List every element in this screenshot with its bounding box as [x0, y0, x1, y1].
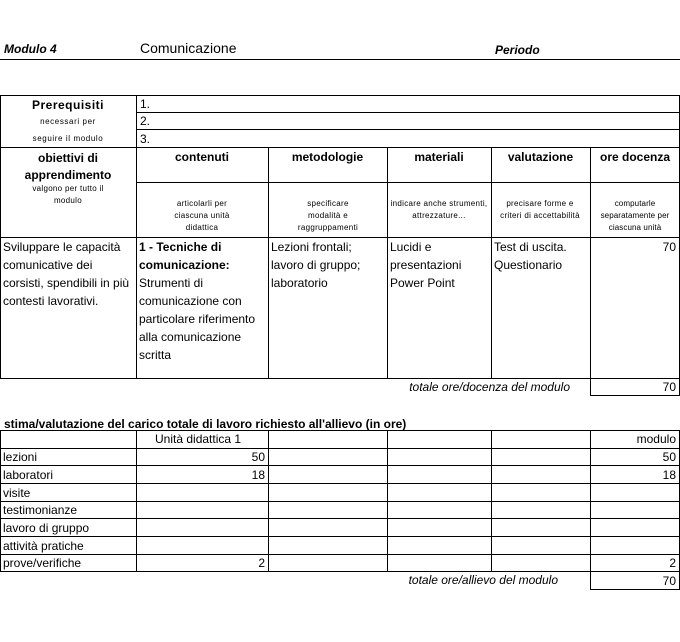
- stima-row-module: 2: [669, 556, 676, 570]
- row-valutazione: Test di uscita. Questionario: [494, 240, 567, 272]
- hint-valutazione: precisare forme e criteri di accettabilità: [500, 199, 580, 220]
- total-docenza-value: 70: [662, 380, 676, 394]
- stima-row-label: attività pratiche: [3, 539, 84, 553]
- stima-row-label: prove/verifiche: [3, 556, 82, 570]
- stima-title: stima/valutazione del carico totale di lavoro richiesto all'allievo (in ore): [4, 417, 407, 431]
- row-contenuti-title: 1 - Tecniche di comunicazione:: [139, 240, 230, 272]
- stima-row-module: 18: [662, 468, 676, 482]
- period-label: Periodo: [495, 43, 540, 57]
- header-contenuti: contenuti: [175, 150, 229, 164]
- prereq-sublabel: necessari per: [40, 117, 96, 126]
- row-materiali: Lucidi e presentazioni Power Point: [390, 240, 462, 290]
- stima-row-label: lezioni: [3, 450, 38, 464]
- header-valutazione: valutazione: [507, 150, 574, 164]
- prereq-item-1: 1.: [140, 97, 151, 111]
- hint-contenuti: articolarli per ciascuna unità didattica: [174, 199, 230, 232]
- stima-module-header: modulo: [636, 432, 676, 446]
- stima-row-label: laboratori: [3, 468, 54, 482]
- header-materiali: materiali: [414, 150, 464, 164]
- stima-row-unit: 18: [251, 468, 265, 482]
- stima-row-unit: 2: [258, 556, 265, 570]
- total-docenza-label: totale ore/docenza del modulo: [409, 380, 570, 394]
- stima-row-module: 50: [662, 450, 676, 464]
- prereq-label: Prerequisiti: [31, 98, 105, 112]
- row-obiettivi: Sviluppare le capacità comunicative dei corsisti, spendibili in più contesti lavorativi.: [3, 240, 130, 308]
- header-metodologie: metodologie: [291, 150, 364, 164]
- stima-row-unit: 50: [251, 450, 265, 464]
- prereq-sublabel-2: seguire il modulo: [32, 134, 104, 143]
- total-allievo-label: totale ore/allievo del modulo: [408, 573, 558, 587]
- module-number: Modulo 4: [4, 42, 57, 56]
- stima-unit-header: Unità didattica 1: [155, 432, 242, 446]
- row-contenuti-body: Strumenti di comunicazione con particolare riferimento alla comunicazione scritta: [139, 276, 256, 362]
- hint-ore: computarle separatamente per ciascuna unità: [600, 199, 670, 232]
- row-metodologie: Lezioni frontali; lavoro di gruppo; laboratorio: [271, 240, 361, 290]
- hint-obiettivi: valgono per tutto il modulo: [32, 184, 104, 205]
- module-title: Comunicazione: [140, 40, 237, 56]
- stima-row-label: lavoro di gruppo: [3, 521, 90, 535]
- header-ore: ore docenza: [599, 150, 671, 164]
- prereq-item-3: 3.: [140, 132, 151, 146]
- stima-row-label: testimonianze: [3, 503, 78, 517]
- prereq-item-2: 2.: [140, 114, 151, 128]
- row-ore: 70: [662, 240, 676, 254]
- total-allievo-value: 70: [662, 574, 676, 588]
- hint-materiali: indicare anche strumenti, attrezzature...: [390, 199, 488, 220]
- header-underline: [0, 59, 680, 60]
- stima-row-label: visite: [3, 486, 31, 500]
- hint-metodologie: specificare modalità e raggruppamenti: [297, 199, 359, 232]
- header-obiettivi: obiettivi di apprendimento: [24, 151, 112, 182]
